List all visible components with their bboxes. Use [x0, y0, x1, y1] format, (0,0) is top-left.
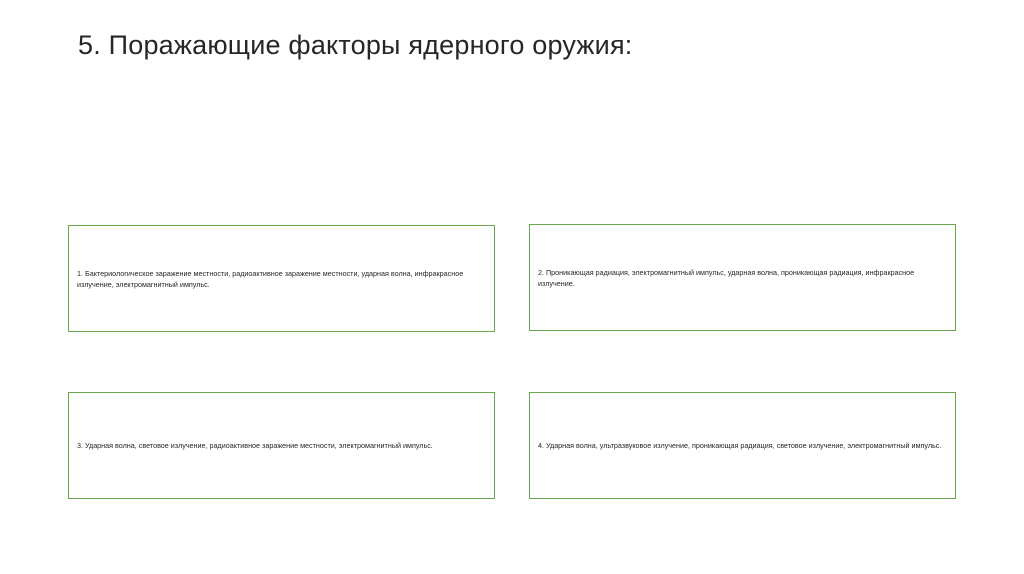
answer-option-1-text: 1. Бактериологическое заражение местности, радиоактивное заражение местности, ударная волна, инфракрасное излучение, электромагнитный импульс. [77, 268, 464, 289]
answer-option-3[interactable] [68, 392, 495, 499]
answer-option-2[interactable] [529, 224, 956, 331]
slide-title: 5. Поражающие факторы ядерного оружия: [78, 30, 633, 60]
answer-option-4-text: 4. Ударная волна, ультразвуковое излучение, проникающая радиация, световое излучение, электромагнитный импульс. [538, 441, 942, 450]
answer-option-1[interactable] [68, 225, 495, 332]
answer-option-3-text: 3. Ударная волна, световое излучение, радиоактивное заражение местности, электромагнитный импульс. [77, 441, 433, 450]
answer-option-4[interactable] [529, 392, 956, 499]
answer-option-2-text: 2. Проникающая радиация, электромагнитный импульс, ударная волна, проникающая радиация, инфракрасное излучение. [538, 267, 915, 288]
